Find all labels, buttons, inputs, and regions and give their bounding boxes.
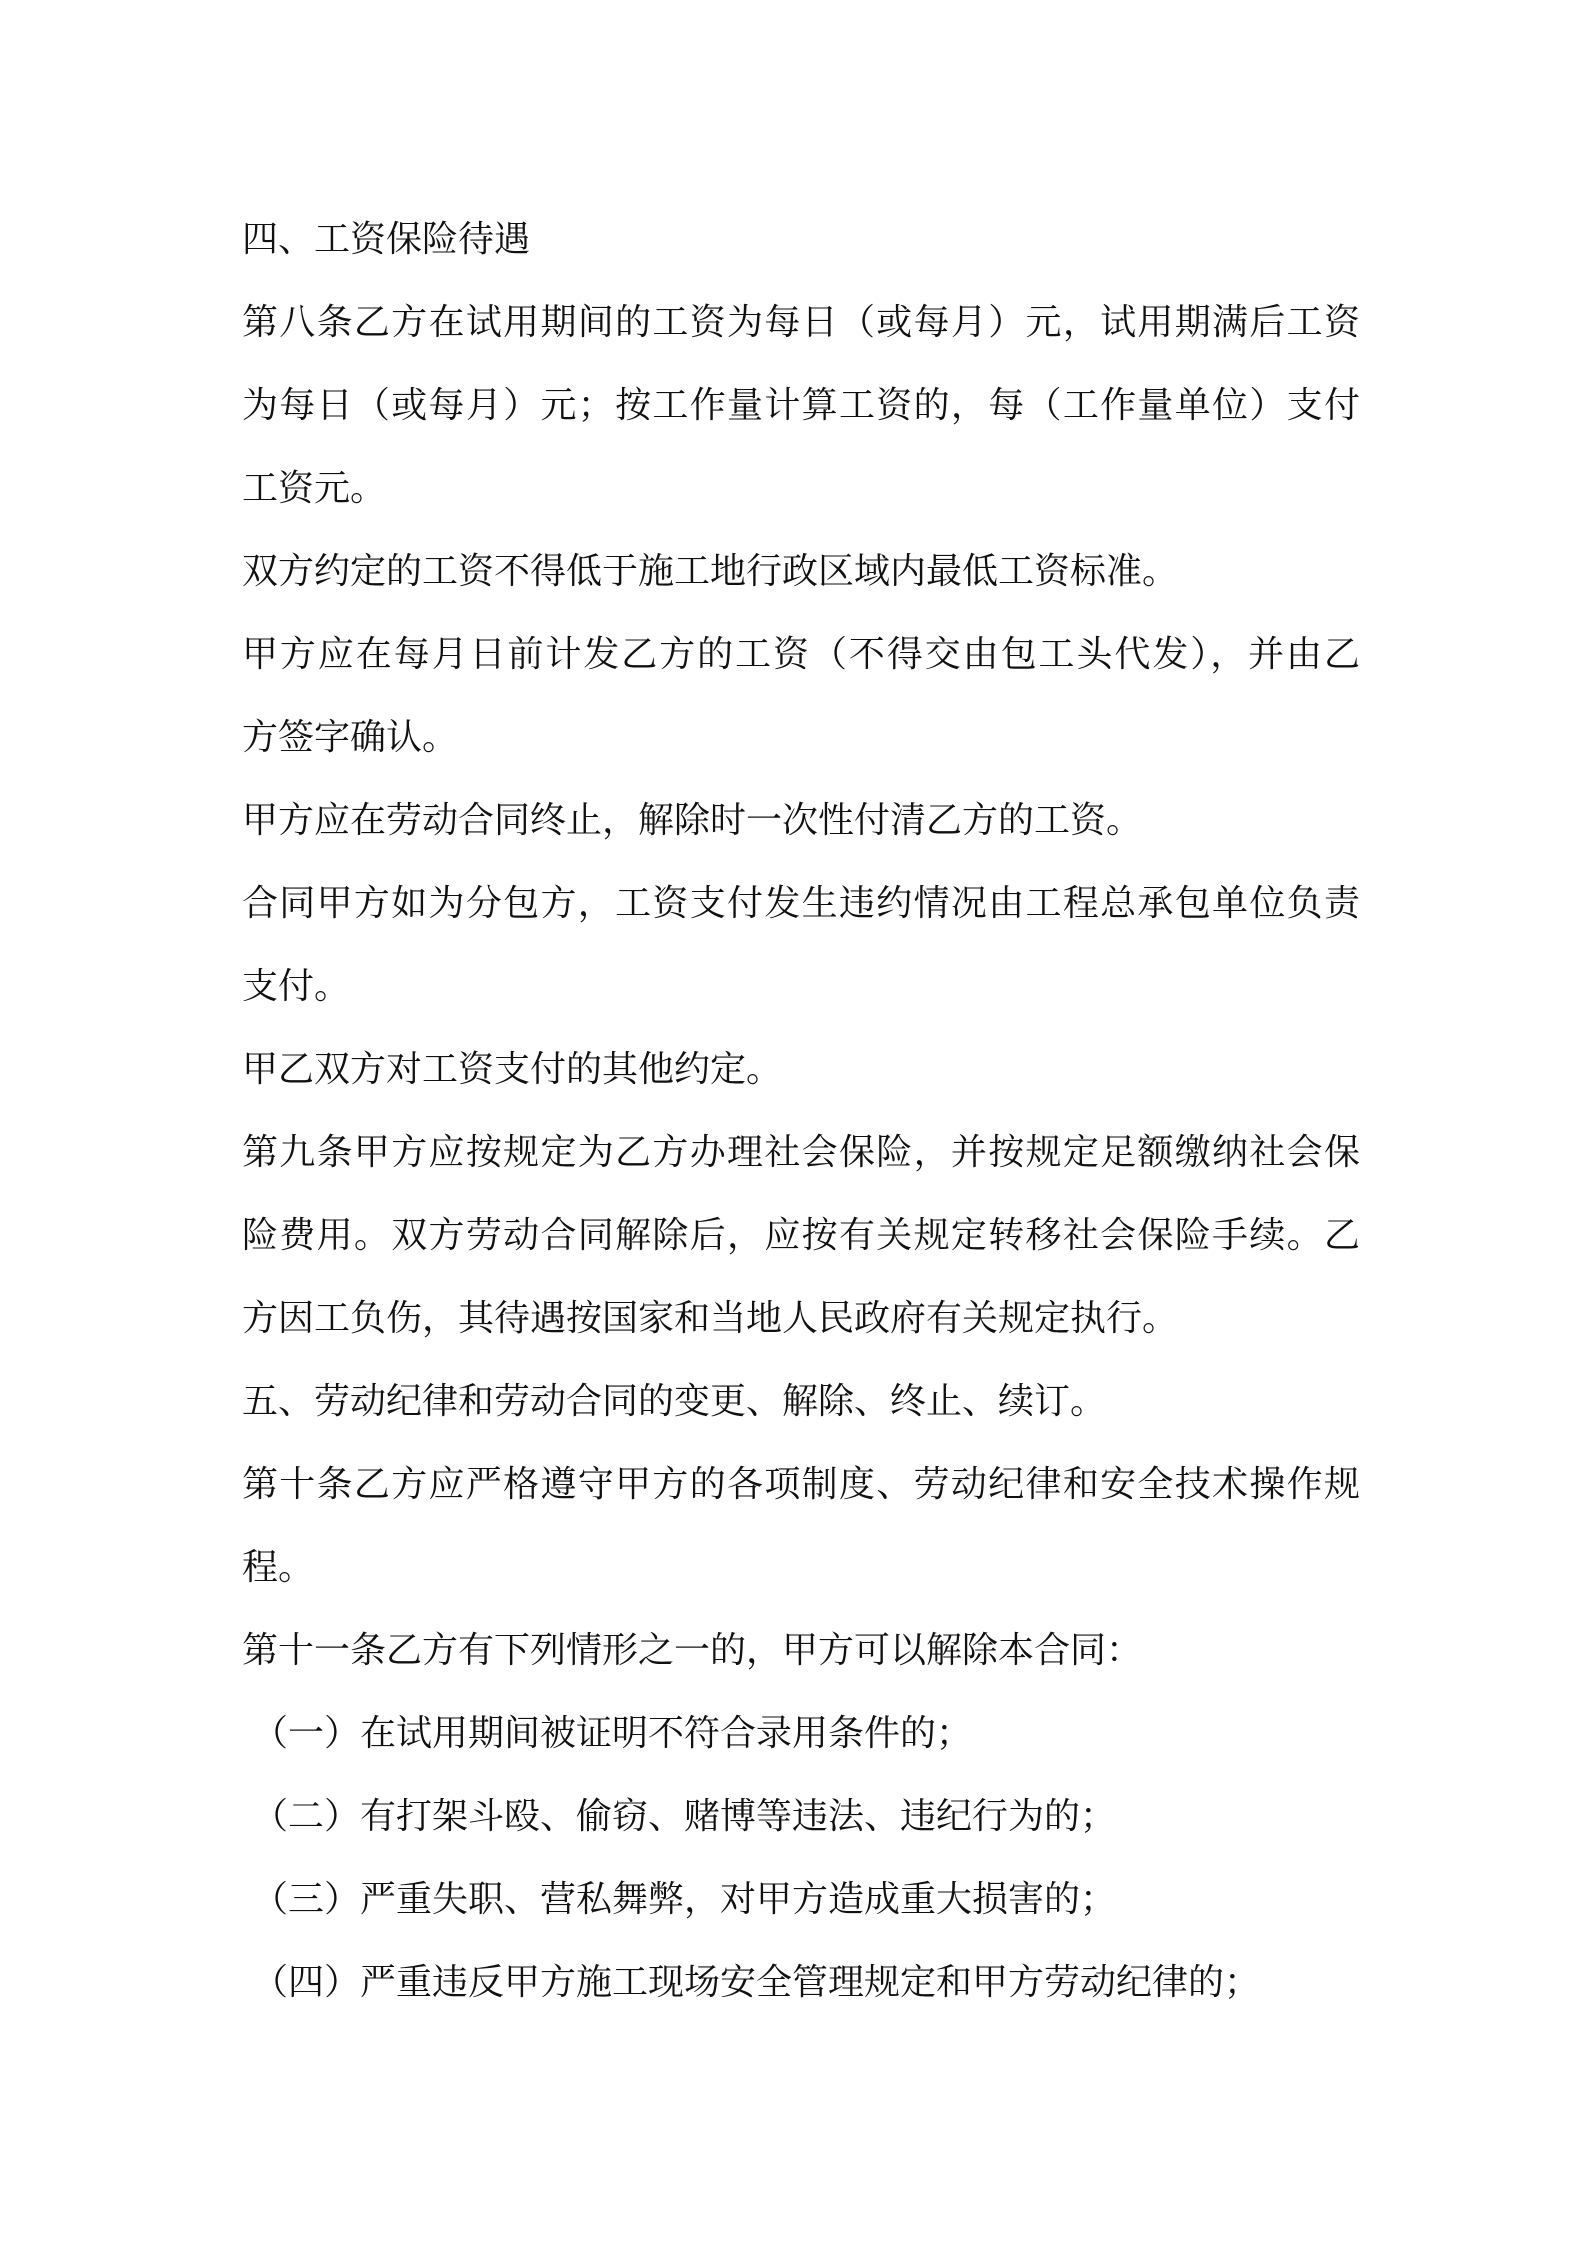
paragraph-line: 甲方应在劳动合同终止，解除时一次性付清乙方的工资。 [242, 800, 1143, 841]
list-item: （三）严重失职、营私舞弊，对甲方造成重大损害的； [252, 1879, 1117, 1920]
paragraph-line: 方签字确认。 [242, 717, 459, 758]
paragraph-line: 合同甲方如为分包方，工资支付发生违约情况由工程总承包单位负责 [242, 883, 1360, 924]
paragraph-line: 第九条甲方应按规定为乙方办理社会保险，并按规定足额缴纳社会保 [242, 1132, 1360, 1173]
paragraph-line: 双方约定的工资不得低于施工地行政区域内最低工资标准。 [242, 551, 1179, 592]
list-item: （四）严重违反甲方施工现场安全管理规定和甲方劳动纪律的； [252, 1962, 1261, 2003]
paragraph-line: 方因工负伤，其待遇按国家和当地人民政府有关规定执行。 [242, 1298, 1179, 1339]
list-item: （一）在试用期间被证明不符合录用条件的； [252, 1713, 973, 1754]
paragraph-line: 甲方应在每月日前计发乙方的工资（不得交由包工头代发），并由乙 [242, 634, 1360, 675]
paragraph-line: 第八条乙方在试用期间的工资为每日（或每月）元，试用期满后工资 [242, 302, 1360, 343]
paragraph-line: 支付。 [242, 966, 351, 1007]
section-heading-wages-insurance: 四、工资保险待遇 [242, 219, 531, 260]
paragraph-line: 为每日（或每月）元；按工作量计算工资的，每（工作量单位）支付 [242, 385, 1360, 426]
document-body [242, 198, 1360, 2024]
list-item: （二）有打架斗殴、偷窃、赌博等违法、违纪行为的； [252, 1796, 1117, 1837]
section-heading-labor-discipline: 五、劳动纪律和劳动合同的变更、解除、终止、续订。 [242, 1381, 1107, 1422]
paragraph-line: 第十条乙方应严格遵守甲方的各项制度、劳动纪律和安全技术操作规 [242, 1464, 1360, 1505]
paragraph-line: 险费用。双方劳动合同解除后，应按有关规定转移社会保险手续。乙 [242, 1215, 1360, 1256]
paragraph-line: 程。 [242, 1547, 315, 1588]
paragraph-line: 工资元。 [242, 468, 387, 509]
paragraph-line: 第十一条乙方有下列情形之一的，甲方可以解除本合同： [242, 1630, 1143, 1671]
paragraph-line: 甲乙双方对工资支付的其他约定。 [242, 1049, 783, 1090]
